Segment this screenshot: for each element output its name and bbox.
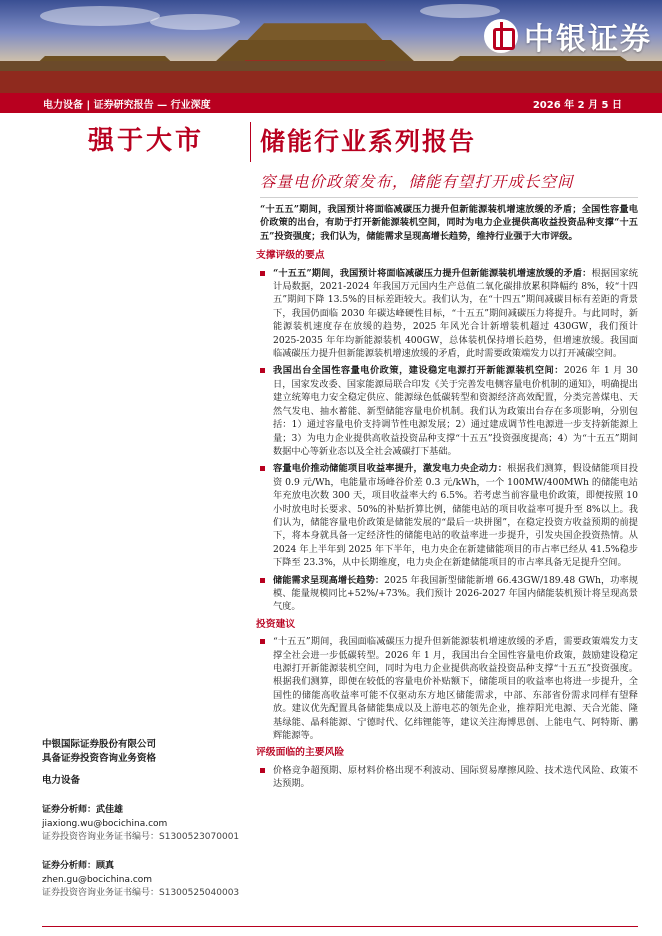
- report-title: 储能行业系列报告: [260, 127, 477, 156]
- eave-band: [0, 61, 662, 71]
- bullet-lead: “十五五”期间，我国预计将面临减碳压力提升但新能源装机增速放缓的矛盾：: [273, 267, 592, 279]
- section-heading: 评级面临的主要风险: [256, 747, 345, 759]
- analyst-name: 顾真: [96, 861, 115, 871]
- analyst-license: 证券投资咨询业务证书编号：S1300525040003: [42, 888, 240, 898]
- bullet-text: 根据我们测算，假设储能项目投资 0.9 元/Wh，电能量市场峰谷价差 0.3 元/kWh，一个 100MW/400MWh 的储能电站年充放电次数 300 天，项目收益率大约 6.5%。若考虑当前容量电价政策，即便按照 10 小时放电时长要求、50%的补贴折算比例，储能电站的项目收益率可提升至 8%以上。我们认为，储能容量电价政策是储能发展的“最后一块拼图”，在稳定投资方收益预期的前提下，将本身就具备一定经济性的储能电站的收益率进一步提升，引发央国企投资热情。从 2024 年上半年到 2025 年下半年，电力央企在新建储能项目的市占率已经从 41.5%稳步下降至 23.3%，从中长期维度，电力央企在新建储能项目的市占率具备无足提升空间。: [273, 463, 639, 569]
- brand-name: 中银证券: [524, 22, 652, 57]
- sidebar: [42, 122, 250, 160]
- report-date: 2026 年 2 月 5 日: [532, 99, 622, 111]
- analyst-name: 武佳雄: [96, 805, 124, 815]
- section-heading: 支撑评级的要点: [256, 250, 325, 262]
- bullet-text: 根据国家统计局数据，2021-2024 年我国万元国内生产总值二氧化碳排放累积降幅约 8%，较“十四五”期间下降 13.5%的目标差距较大。我们认为，在“十四五”期间减碳目标有差距的背景下，我国仍面临 2030 年碳达峰硬性目标，“十五五”期间减碳压力将提升。与此同时，新能源装机速度存在放缓的趋势，2025 年风光合计新增装机超过 430GW，我们预计 2025-2035 年年均新能源装机 400GW，总体装机保持增长趋势，但增速放缓。我国面临减碳压力提升但新能源装机增速放缓的矛盾，此时需要政策端发力以打开减碳空间。: [273, 267, 638, 360]
- palace-roof-lower: [215, 40, 415, 62]
- report-body: [256, 203, 639, 795]
- company-qualification: 具备证券投资咨询业务资格: [42, 753, 157, 764]
- list-item: [260, 764, 638, 791]
- square-bullet-icon: [260, 578, 265, 583]
- cloud-shape: [150, 14, 240, 30]
- square-bullet-icon: [260, 368, 265, 373]
- square-bullet-icon: [260, 271, 265, 276]
- list-item: [260, 635, 638, 742]
- report-subtitle: 容量电价政策发布，储能有望打开成长空间: [260, 173, 574, 191]
- bullet-text: “十五五”期间，我国面临减碳压力提升但新能源装机增速放缓的矛盾，需要政策端发力支撑全社会进一步低碳转型。2026 年 1 月，我国出台全国性容量电价政策，鼓励建设稳定电源打开新能源装机空间，同时为电力企业提供高收益投资品种支撑“十五五”投资强度。根据我们测算，即便在较低的容量电价补贴额下，储能项目的收益率也将进一步提升，全国性的储能高收益率可能不仅驱动东方地区储能需求，中部、东部省份需求同样有望释放。建议优先配置具备储能集成以及上游电芯的领先企业，推荐阳光电源、天合光能、隆基绿能、晶科能源、宁德时代、亿纬锂能等，建议关注海博思创、上能电气、阿特斯、鹏辉能源等。: [273, 636, 638, 742]
- bullet-lead: 我国出台全国性容量电价政策，建设稳定电源打开新能源装机空间：: [273, 365, 564, 377]
- company-info: [42, 738, 247, 788]
- bullet-lead: 容量电价推动储能项目收益率提升，激发电力央企动力：: [273, 463, 508, 475]
- subtitle-rule: [260, 197, 638, 198]
- list-item: [260, 574, 638, 614]
- section-heading: 投资建议: [256, 618, 296, 630]
- divider: [250, 122, 251, 162]
- report-intro: “十五五”期间，我国预计将面临减碳压力提升但新能源装机增速放缓的矛盾；全国性容量电价政策的出台，有助于打开新能源装机空间，同时为电力企业提供高收益投资品种支撑“十五五”投资强度；我们认为，储能需求呈现高增长趋势，维持行业强于大市评级。: [260, 204, 638, 242]
- company-name: 中银国际证券股份有限公司: [42, 739, 157, 750]
- brand-logo: [484, 14, 652, 58]
- analyst-license: 证券投资咨询业务证书编号：S1300523070001: [42, 832, 240, 842]
- square-bullet-icon: [260, 466, 265, 471]
- boc-logo-icon: [484, 19, 518, 53]
- bullet-text: 价格竞争超预期、原材料价格出现不利波动、国际贸易摩擦风险、技术迭代风险、政策不达预期。: [273, 764, 638, 790]
- list-item: [260, 267, 638, 361]
- analyst-email[interactable]: zhen.gu@bocichina.com: [42, 874, 153, 885]
- rating-label: 强于大市: [87, 126, 204, 156]
- bullet-text: 2026 年 1 月 30 日，国家发改委、国家能源局联合印发《关于完善发电侧容量电价机制的通知》，明确提出建立统筹电力安全稳定供应、能源绿色低碳转型和资源经济高效配置，分类完善煤电、天然气发电、抽水蓄能、新型储能容量电价机制。我们认为政策出台存在多项影响，分别包括：1）通过容量电价支持调节性电源发展；2）通过建成调节性电源进一步支持新能源上量；3）为电力企业提供高收益投资品种支撑“十五五”投资强度提高；4）为“十五五”期间数据中心等新业态以及全社会减碳打下基础。: [273, 365, 638, 457]
- analyst-email[interactable]: jiaxiong.wu@bocichina.com: [42, 818, 168, 829]
- square-bullet-icon: [260, 639, 265, 644]
- report-meta-bar: [0, 93, 662, 113]
- red-wall: [0, 71, 662, 93]
- header-banner: [0, 0, 662, 93]
- list-item: [260, 462, 638, 569]
- bullet-text: 2025 年我国新型储能新增 66.43GW/189.48 GWh，功率规模、能量规模同比+52%/+73%。我们预计 2026-2027 年国内储能装机预计将呈现高景气度。: [273, 574, 639, 613]
- analyst-role: 证券分析师：: [42, 861, 97, 871]
- bullet-lead: 储能需求呈现高增长趋势：: [273, 574, 385, 586]
- list-item: [260, 364, 638, 458]
- analyst-role: 证券分析师：: [42, 805, 97, 815]
- analyst-card: [42, 804, 247, 845]
- analyst-card: [42, 860, 247, 901]
- cloud-shape: [40, 6, 160, 26]
- report-category: 电力设备 | 证券研究报告 — 行业深度: [43, 99, 211, 111]
- industry-label: 电力设备: [42, 775, 81, 786]
- page-bottom-rule: [42, 926, 638, 927]
- square-bullet-icon: [260, 768, 265, 773]
